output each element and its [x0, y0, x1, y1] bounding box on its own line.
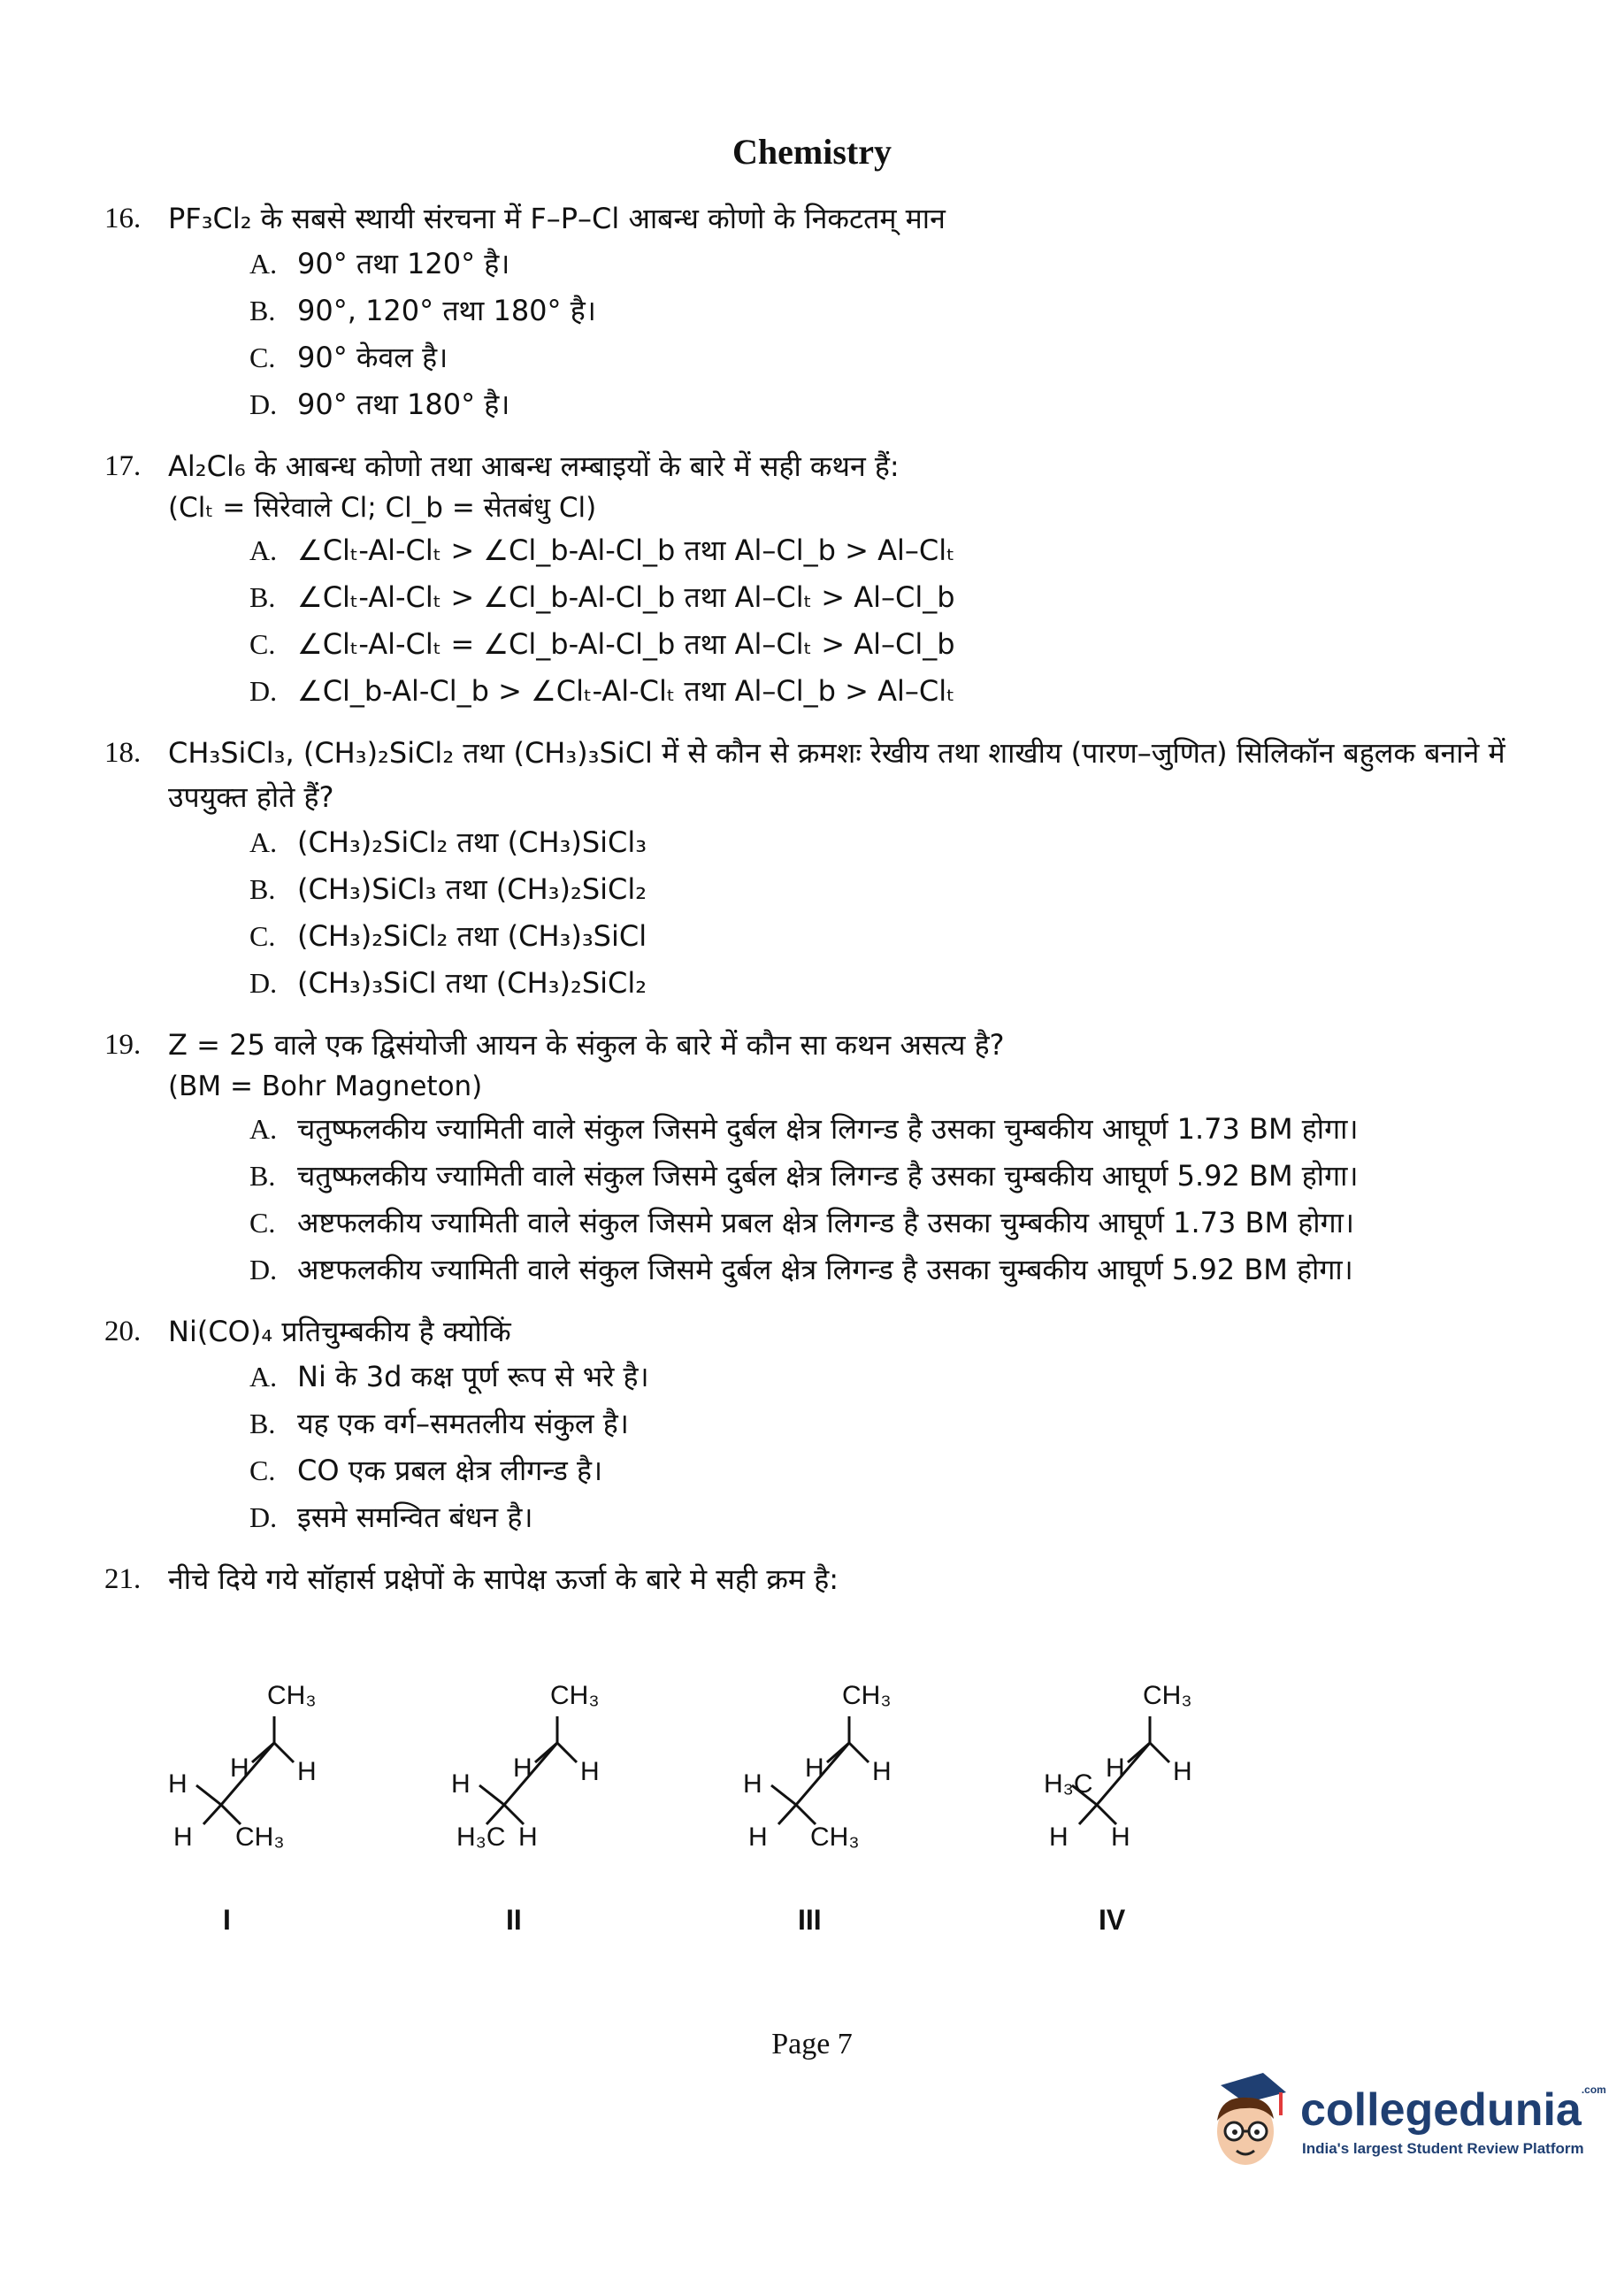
bond-bot-a	[196, 1785, 221, 1805]
structure-label: III	[798, 1904, 822, 1936]
question-stem	[104, 1557, 1555, 1601]
answer-option	[104, 574, 1555, 621]
structure-label: I	[223, 1904, 231, 1936]
option-label: A.	[249, 1113, 278, 1145]
bond-bot-a	[771, 1785, 796, 1805]
substituent-bot-a: H	[743, 1769, 762, 1799]
question-number: 19.	[104, 1029, 142, 1061]
question	[104, 731, 1555, 1007]
option-label: B.	[249, 1160, 276, 1192]
question-stem	[104, 444, 1555, 488]
option-label: B.	[249, 295, 276, 326]
substituent-bot-a: H	[168, 1769, 188, 1799]
answer-option	[104, 1153, 1555, 1200]
substituent-top-a: CH₃	[1143, 1681, 1192, 1710]
option-text: (CH₃)₂SiCl₂ तथा (CH₃)₃SiCl	[297, 919, 647, 953]
answer-option	[104, 334, 1555, 381]
answer-option	[104, 960, 1555, 1007]
substituent-top-a: CH₃	[267, 1681, 317, 1710]
bond-bot-b	[203, 1805, 221, 1824]
structure-label: IV	[1099, 1904, 1126, 1936]
answer-option	[104, 1247, 1555, 1293]
question-text: Al₂Cl₆ के आबन्ध कोणो तथा आबन्ध लम्बाइयों के बारे में सही कथन हैं:	[168, 449, 900, 483]
option-label: B.	[249, 873, 276, 905]
bond-top-c	[557, 1743, 577, 1762]
option-label: D.	[249, 388, 278, 420]
option-label: A.	[249, 534, 278, 566]
answer-option	[104, 1106, 1555, 1153]
substituent-bot-a: H₃C	[1044, 1769, 1093, 1799]
question-number: 18.	[104, 737, 142, 769]
bond-top-c	[274, 1743, 294, 1762]
sawhorse-structure	[142, 1681, 407, 1946]
bond-bot-a	[479, 1785, 504, 1805]
sawhorse-drawing	[425, 1681, 690, 1946]
bond-top-b	[827, 1743, 849, 1762]
substituent-top-a: CH₃	[550, 1681, 600, 1710]
question-number: 16.	[104, 203, 142, 234]
question	[104, 1023, 1555, 1293]
substituent-top-c: H	[580, 1757, 600, 1786]
option-text: ∠Clₜ-Al-Clₜ = ∠Cl_b-Al-Cl_b तथा Al–Clₜ > Al–Cl_b	[297, 627, 955, 661]
mascot-icon	[1194, 2066, 1300, 2172]
collegedunia-logo	[1194, 2066, 1606, 2172]
bond-top-b	[1128, 1743, 1150, 1762]
option-text: चतुष्फलकीय ज्यामिती वाले संकुल जिसमे दुर्बल क्षेत्र लिगन्ड है उसका चुम्बकीय आघूर्ण 5.92 BM होगा।	[297, 1159, 1359, 1193]
question	[104, 196, 1555, 428]
option-text: ∠Clₜ-Al-Clₜ > ∠Cl_b-Al-Cl_b तथा Al–Clₜ > Al–Cl_b	[297, 580, 955, 614]
answer-option	[104, 1447, 1555, 1494]
page-number: Page 7	[771, 2028, 853, 2060]
option-label: B.	[249, 581, 276, 613]
bond-bot-c	[504, 1805, 524, 1824]
option-text: इसमे समन्वित बंधन है।	[297, 1500, 533, 1534]
option-label: C.	[249, 628, 276, 660]
answer-option	[104, 621, 1555, 668]
sawhorse-structures	[142, 1681, 1291, 1946]
bond-top-c	[849, 1743, 869, 1762]
option-text: (CH₃)SiCl₃ तथा (CH₃)₂SiCl₂	[297, 872, 647, 906]
question-list	[104, 196, 1555, 1617]
bond-bot-b	[778, 1805, 796, 1824]
substituent-top-c: H	[1173, 1757, 1192, 1786]
substituent-top-b: H	[1106, 1753, 1125, 1783]
option-label: D.	[249, 967, 278, 999]
substituent-top-c: H	[872, 1757, 892, 1786]
answer-option	[104, 527, 1555, 574]
question-text: Ni(CO)₄ प्रतिचुम्बकीय है क्योकिं	[168, 1315, 511, 1348]
bond-top-b	[252, 1743, 274, 1762]
substituent-bot-c: CH₃	[235, 1822, 285, 1852]
question-stem	[104, 1023, 1555, 1067]
option-label: D.	[249, 675, 278, 707]
question-text: नीचे दिये गये सॉहार्स प्रक्षेपों के सापेक्ष ऊर्जा के बारे मे सही क्रम है:	[168, 1562, 839, 1596]
answer-option	[104, 1494, 1555, 1541]
question-text: PF₃Cl₂ के सबसे स्थायी संरचना में F–P–Cl आबन्ध कोणो के निकटतम् मान	[168, 202, 946, 235]
section-title: Chemistry	[732, 132, 892, 172]
substituent-top-a: CH₃	[842, 1681, 892, 1710]
bond-top-c	[1150, 1743, 1169, 1762]
substituent-bot-a: H	[451, 1769, 471, 1799]
option-label: A.	[249, 248, 278, 280]
option-label: A.	[249, 826, 278, 858]
answer-option	[104, 1200, 1555, 1247]
structure-label: II	[506, 1904, 522, 1936]
answer-option	[104, 1354, 1555, 1400]
substituent-bot-c: H	[1111, 1822, 1130, 1852]
option-text: 90° केवल है।	[297, 341, 448, 374]
option-label: C.	[249, 341, 276, 373]
answer-option	[104, 866, 1555, 913]
bond-bot-c	[1097, 1805, 1116, 1824]
sawhorse-drawing	[1017, 1681, 1283, 1946]
sawhorse-structure	[1017, 1681, 1283, 1946]
option-label: C.	[249, 1207, 276, 1239]
substituent-top-b: H	[230, 1753, 249, 1783]
option-text: अष्टफलकीय ज्यामिती वाले संकुल जिसमे दुर्बल क्षेत्र लिगन्ड है उसका चुम्बकीय आघूर्ण 5.92 BM होगा।	[297, 1253, 1353, 1286]
question-number: 20.	[104, 1316, 142, 1347]
answer-option	[104, 913, 1555, 960]
question	[104, 1309, 1555, 1541]
answer-option	[104, 819, 1555, 866]
substituent-bot-b: H₃C	[456, 1822, 506, 1852]
bond-bot-b	[1079, 1805, 1097, 1824]
option-label: D.	[249, 1501, 278, 1533]
option-text: Ni के 3d कक्ष पूर्ण रूप से भरे है।	[297, 1360, 649, 1393]
option-text: 90° तथा 180° है।	[297, 388, 510, 421]
option-text: यह एक वर्ग–समतलीय संकुल है।	[297, 1407, 629, 1440]
question-note: (Clₜ = सिरेवाले Cl; Cl_b = सेतबंधु Cl)	[168, 492, 597, 524]
question-stem	[104, 731, 1555, 819]
bond-top-b	[535, 1743, 557, 1762]
substituent-bot-b: H	[173, 1822, 193, 1852]
answer-option	[104, 288, 1555, 334]
bond-bot-c	[221, 1805, 241, 1824]
substituent-bot-c: H	[518, 1822, 538, 1852]
question-number: 21.	[104, 1563, 142, 1595]
option-label: A.	[249, 1361, 278, 1393]
question-text: Z = 25 वाले एक द्विसंयोजी आयन के संकुल के बारे में कौन सा कथन असत्य है?	[168, 1028, 1005, 1062]
question	[104, 444, 1555, 715]
logo-tagline: India's largest Student Review Platform	[1302, 2140, 1584, 2157]
sawhorse-drawing	[142, 1681, 407, 1946]
logo-wordmark: collegedunia$^{.com}$	[1300, 2083, 1606, 2136]
sawhorse-structure	[425, 1681, 690, 1946]
substituent-top-b: H	[513, 1753, 532, 1783]
question	[104, 1557, 1555, 1601]
option-text: 90°, 120° तथा 180° है।	[297, 294, 596, 327]
substituent-bot-c: CH₃	[810, 1822, 860, 1852]
answer-option	[104, 241, 1555, 288]
option-text: चतुष्फलकीय ज्यामिती वाले संकुल जिसमे दुर्बल क्षेत्र लिगन्ड है उसका चुम्बकीय आघूर्ण 1.73 BM होगा।	[297, 1112, 1359, 1146]
question-number: 17.	[104, 450, 142, 482]
substituent-bot-b: H	[1049, 1822, 1069, 1852]
question-stem	[104, 196, 1555, 241]
option-label: C.	[249, 920, 276, 952]
substituent-bot-b: H	[748, 1822, 768, 1852]
option-text: CO एक प्रबल क्षेत्र लीगन्ड है।	[297, 1454, 603, 1487]
option-text: अष्टफलकीय ज्यामिती वाले संकुल जिसमे प्रबल क्षेत्र लिगन्ड है उसका चुम्बकीय आघूर्ण 1.73 BM होगा।	[297, 1206, 1354, 1239]
substituent-top-c: H	[297, 1757, 317, 1786]
option-label: D.	[249, 1254, 278, 1285]
substituent-top-b: H	[805, 1753, 824, 1783]
bond-bot-c	[796, 1805, 816, 1824]
option-text: (CH₃)₂SiCl₂ तथा (CH₃)SiCl₃	[297, 825, 647, 859]
option-label: C.	[249, 1454, 276, 1486]
bond-bot-b	[486, 1805, 504, 1824]
question-text: CH₃SiCl₃, (CH₃)₂SiCl₂ तथा (CH₃)₃SiCl में से कौन से क्रमशः रेखीय तथा शाखीय (पारण–जुणित) सिलिकॉन बहुलक बनाने में उपयुक्त होते हैं?	[168, 736, 1505, 814]
sawhorse-structure	[716, 1681, 982, 1946]
answer-option	[104, 668, 1555, 715]
option-text: ∠Cl_b-Al-Cl_b > ∠Clₜ-Al-Clₜ तथा Al–Cl_b > Al–Clₜ	[297, 674, 955, 708]
question-stem	[104, 1309, 1555, 1354]
option-text: 90° तथा 120° है।	[297, 247, 510, 280]
answer-option	[104, 1400, 1555, 1447]
option-text: ∠Clₜ-Al-Clₜ > ∠Cl_b-Al-Cl_b तथा Al–Cl_b > Al–Clₜ	[297, 533, 955, 567]
sawhorse-drawing	[716, 1681, 982, 1946]
option-label: B.	[249, 1408, 276, 1439]
question-note: (BM = Bohr Magneton)	[168, 1070, 483, 1102]
answer-option	[104, 381, 1555, 428]
option-text: (CH₃)₃SiCl तथा (CH₃)₂SiCl₂	[297, 966, 647, 1000]
